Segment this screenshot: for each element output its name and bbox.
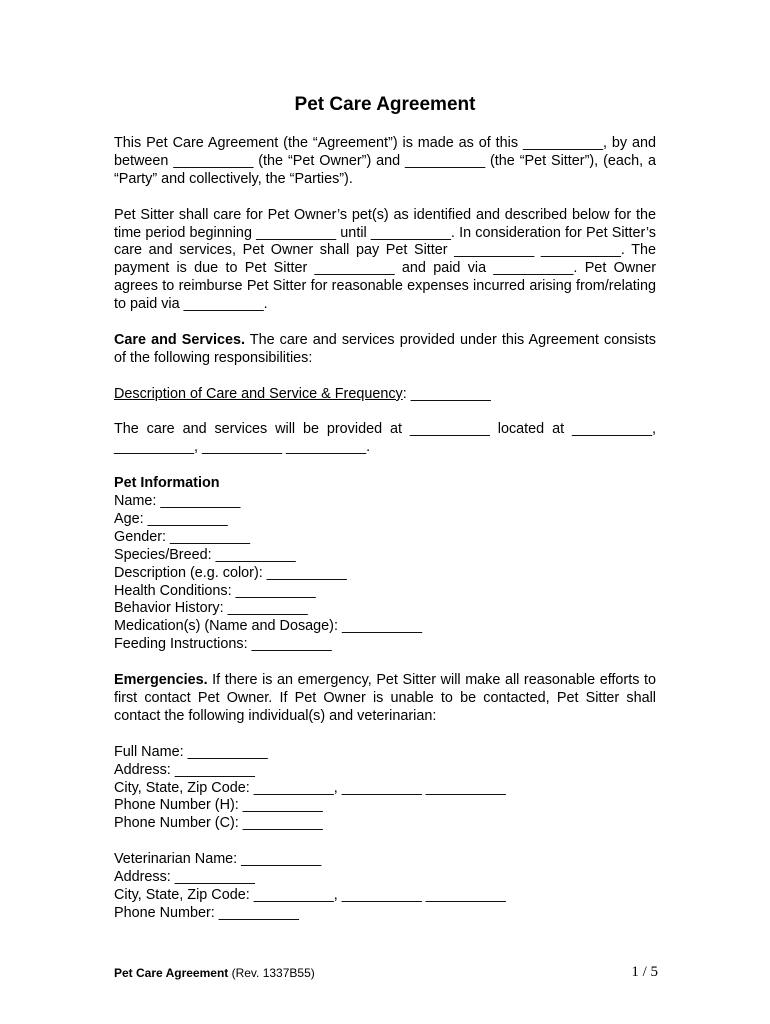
pet-behavior-line: Behavior History: __________ — [114, 600, 308, 617]
contact-phone-home-line: Phone Number (H): __________ — [114, 797, 323, 814]
veterinarian-section — [114, 851, 656, 923]
pet-information-section — [114, 475, 656, 654]
description-line — [114, 386, 656, 404]
intro-paragraph: This Pet Care Agreement (the “Agreement”) is made as of this __________, by and between __________ (the “Pet Owner”) and __________ (the “Pet Sitter”), (each, a “Party” and collectively, the “Parties”). — [114, 135, 656, 187]
contact-address-line: Address: __________ — [114, 761, 255, 778]
description-value: : __________ — [402, 385, 491, 402]
vet-address-line: Address: __________ — [114, 869, 255, 886]
pet-health-line: Health Conditions: __________ — [114, 582, 316, 599]
care-services-text: The care and services provided under this Agreement consists of the following responsibilities: — [114, 331, 656, 366]
vet-city-line: City, State, Zip Code: __________, __________ __________ — [114, 886, 506, 903]
document-body — [114, 135, 656, 941]
pet-species-line: Species/Breed: __________ — [114, 546, 296, 563]
pet-information-heading: Pet Information — [114, 475, 220, 492]
pet-description-line: Description (e.g. color): __________ — [114, 564, 347, 581]
vet-phone-line: Phone Number: __________ — [114, 904, 299, 921]
care-services-heading: Care and Services. — [114, 331, 245, 348]
pet-feeding-line: Feeding Instructions: __________ — [114, 636, 332, 653]
pet-medication-line: Medication(s) (Name and Dosage): __________ — [114, 618, 422, 635]
pet-name-line: Name: __________ — [114, 493, 241, 510]
contact-name-line: Full Name: __________ — [114, 743, 268, 760]
contact-city-line: City, State, Zip Code: __________, __________ __________ — [114, 779, 506, 796]
pet-gender-line: Gender: __________ — [114, 528, 251, 545]
emergencies-paragraph — [114, 672, 656, 726]
emergencies-text: If there is an emergency, Pet Sitter will make all reasonable efforts to first contact Pet Owner. If Pet Owner is unable to be contacted, Pet Sitter shall contact the following individual(s) and veterinarian: — [114, 672, 656, 724]
emergency-contact-section — [114, 744, 656, 834]
contact-phone-cell-line: Phone Number (C): __________ — [114, 815, 323, 832]
vet-name-line: Veterinarian Name: __________ — [114, 851, 322, 868]
page-footer — [114, 966, 658, 986]
footer-document-label — [114, 966, 315, 980]
footer-revision: (Rev. 1337B55) — [228, 966, 315, 980]
document-title: Pet Care Agreement — [294, 94, 476, 115]
description-label: Description of Care and Service & Frequency — [114, 385, 403, 402]
payment-paragraph: Pet Sitter shall care for Pet Owner’s pet(s) as identified and described below for the time period beginning __________ until __________. In consideration for Pet Sitter’s care and services, Pet Owner shall pay Pet Sitter __________ __________. The payment is due to Pet Sitter __________ and paid via __________. Pet Owner agrees to reimburse Pet Sitter for reasonable expenses incurred arising from/relating to paid via __________. — [114, 206, 656, 313]
page-number: 1 / 5 — [631, 964, 658, 980]
pet-age-line: Age: __________ — [114, 510, 228, 527]
care-services-paragraph — [114, 332, 656, 368]
emergencies-heading: Emergencies. — [114, 672, 208, 689]
footer-doc-name: Pet Care Agreement — [114, 966, 229, 980]
location-paragraph: The care and services will be provided at __________ located at __________, __________, __________ __________. — [114, 421, 656, 456]
